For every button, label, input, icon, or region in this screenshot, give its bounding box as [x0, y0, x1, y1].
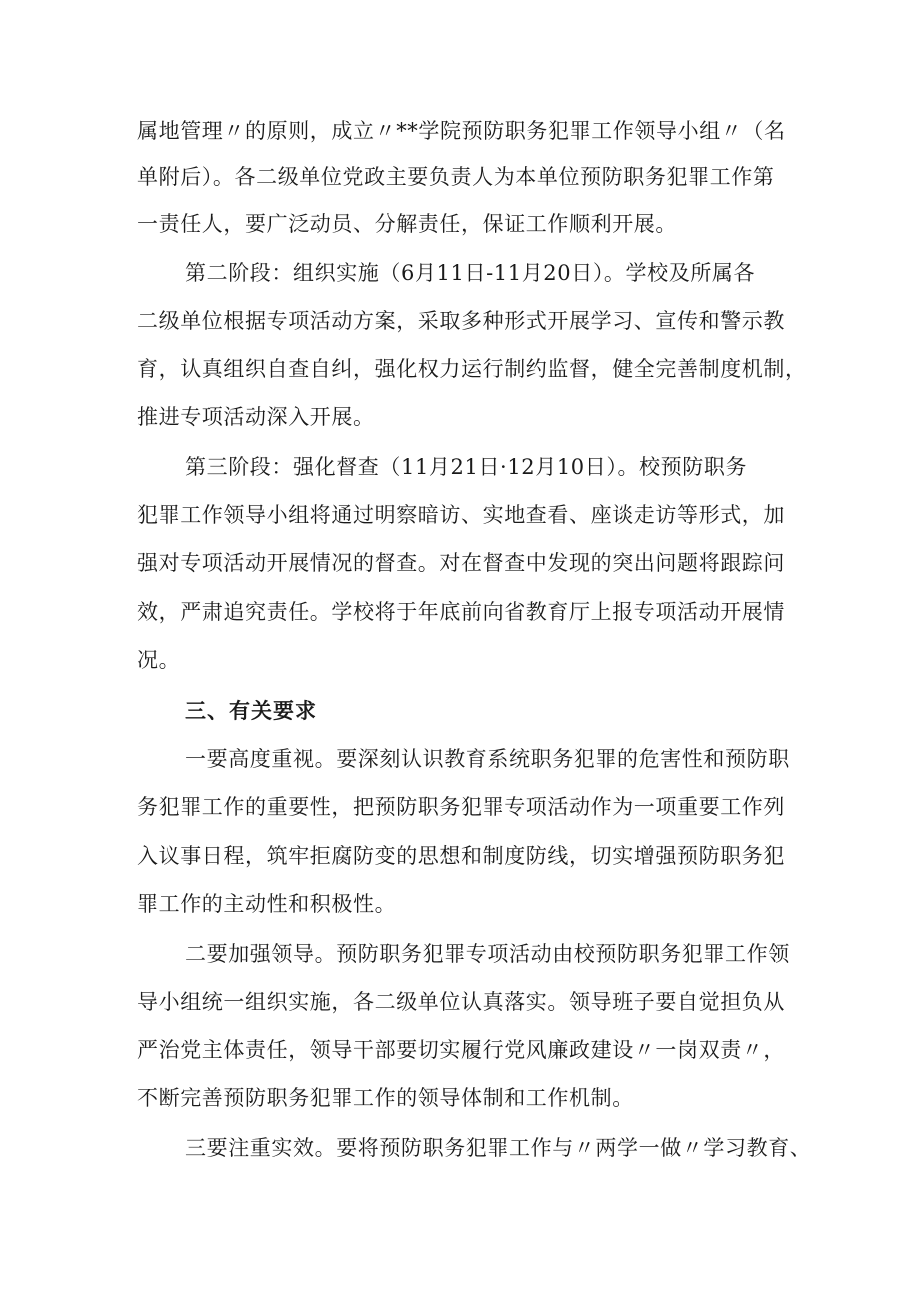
- body-text-line: 一责任人，要广泛动员、分解责任，保证工作顺利开展。: [137, 212, 677, 236]
- body-text-line: 罪工作的主动性和积极性。: [137, 892, 397, 916]
- body-text-line: 犯罪工作领导小组将通过明察暗访、实地查看、座谈走访等形式，加: [137, 503, 785, 527]
- body-text-line: 严治党主体责任，领导干部要切实履行党风廉政建设〃一岗双责〃，: [137, 1038, 785, 1062]
- paragraph-start-line: 二要加强领导。预防职务犯罪专项活动由校预防职务犯罪工作领: [185, 942, 790, 966]
- paragraph-start-line: 第三阶段：强化督查（11月21日·12月10日）。校预防职务: [185, 455, 748, 479]
- body-text-line: 单附后）。各二级单位党政主要负责人为本单位预防职务犯罪工作第: [137, 165, 775, 189]
- body-text-line: 入议事日程，筑牢拒腐防变的思想和制度防线，切实增强预防职务犯: [137, 844, 785, 868]
- body-text-line: 推进专项活动深入开展。: [137, 405, 375, 429]
- body-text-line: 效，严肃追究责任。学校将于年底前向省教育厅上报专项活动开展情: [137, 600, 785, 624]
- body-text-line: 育，认真组织自查自纠，强化权力运行制约监督，健全完善制度机制，: [137, 357, 807, 381]
- body-text-line: 二级单位根据专项活动方案，采取多种形式开展学习、宣传和警示教: [137, 309, 785, 333]
- body-text-line: 导小组统一组织实施，各二级单位认真落实。领导班子要自觉担负从: [137, 990, 785, 1014]
- paragraph-start-line: 第二阶段：组织实施（6月11日-11月20日）。学校及所属各: [185, 261, 756, 285]
- body-text-line: 务犯罪工作的重要性，把预防职务犯罪专项活动作为一项重要工作列: [137, 795, 785, 819]
- body-text-line: 不断完善预防职务犯罪工作的领导体制和工作机制。: [137, 1086, 634, 1110]
- paragraph-start-line: 三要注重实效。要将预防职务犯罪工作与〃两学一做〃学习教育、: [185, 1136, 812, 1160]
- paragraph-start-line: 一要高度重视。要深刻认识教育系统职务犯罪的危害性和预防职: [185, 747, 790, 771]
- body-text-line: 属地管理〃的原则，成立〃**学院预防职务犯罪工作领导小组〃（名: [137, 119, 786, 143]
- body-text-line: 况。: [137, 648, 181, 672]
- body-text-line: 强对专项活动开展情况的督查。对在督查中发现的突出问题将跟踪问: [137, 551, 785, 575]
- section-heading: 三、有关要求: [185, 699, 317, 723]
